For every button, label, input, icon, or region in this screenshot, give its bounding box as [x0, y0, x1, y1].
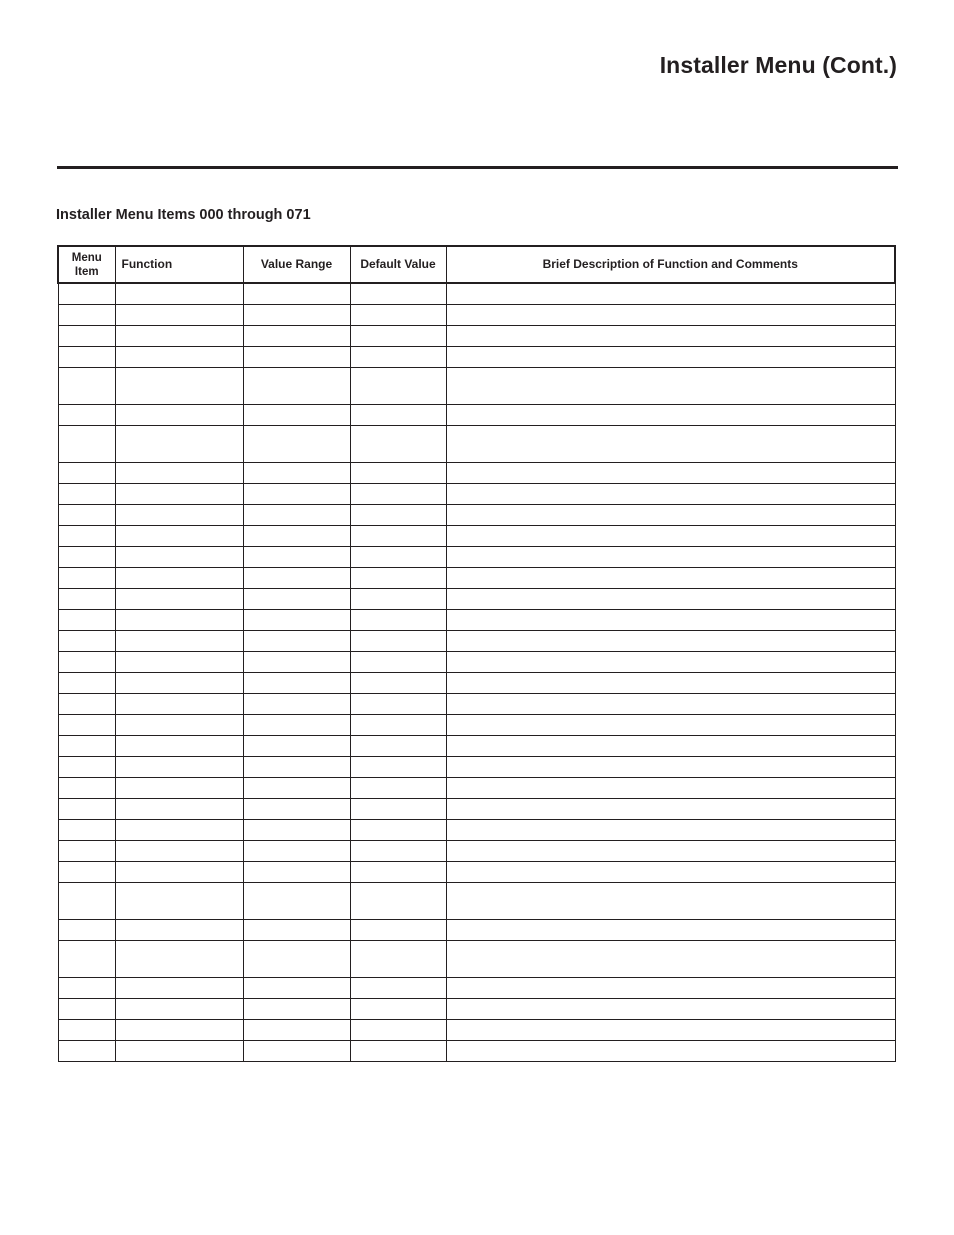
- description-cell: [446, 799, 895, 820]
- function-cell: [115, 941, 243, 978]
- default-value-cell: [350, 305, 446, 326]
- function-cell: [115, 799, 243, 820]
- table-row: [58, 1041, 895, 1062]
- menu-item-cell: [58, 547, 115, 568]
- table-row: [58, 368, 895, 405]
- description-cell: [446, 694, 895, 715]
- value-range-cell: [243, 484, 350, 505]
- default-value-cell: [350, 283, 446, 305]
- menu-item-cell: [58, 1041, 115, 1062]
- description-cell: [446, 368, 895, 405]
- value-range-cell: [243, 547, 350, 568]
- function-cell: [115, 405, 243, 426]
- menu-item-cell: [58, 505, 115, 526]
- description-cell: [446, 484, 895, 505]
- value-range-cell: [243, 652, 350, 673]
- description-cell: [446, 405, 895, 426]
- function-cell: [115, 673, 243, 694]
- default-value-cell: [350, 999, 446, 1020]
- table-row: [58, 757, 895, 778]
- value-range-cell: [243, 405, 350, 426]
- function-cell: [115, 589, 243, 610]
- table-row: [58, 778, 895, 799]
- header-default-value: Default Value: [350, 246, 446, 283]
- value-range-cell: [243, 589, 350, 610]
- description-cell: [446, 568, 895, 589]
- description-cell: [446, 526, 895, 547]
- page-title: Installer Menu (Cont.): [659, 52, 897, 78]
- table-row: [58, 862, 895, 883]
- description-cell: [446, 820, 895, 841]
- value-range-cell: [243, 941, 350, 978]
- table-row: [58, 405, 895, 426]
- default-value-cell: [350, 978, 446, 999]
- value-range-cell: [243, 841, 350, 862]
- table-row: [58, 883, 895, 920]
- value-range-cell: [243, 526, 350, 547]
- menu-item-cell: [58, 883, 115, 920]
- function-cell: [115, 526, 243, 547]
- menu-item-cell: [58, 694, 115, 715]
- description-cell: [446, 547, 895, 568]
- table-row: [58, 631, 895, 652]
- default-value-cell: [350, 463, 446, 484]
- value-range-cell: [243, 736, 350, 757]
- function-cell: [115, 978, 243, 999]
- default-value-cell: [350, 505, 446, 526]
- function-cell: [115, 463, 243, 484]
- menu-item-cell: [58, 305, 115, 326]
- menu-item-cell: [58, 368, 115, 405]
- default-value-cell: [350, 547, 446, 568]
- default-value-cell: [350, 862, 446, 883]
- menu-item-cell: [58, 757, 115, 778]
- function-cell: [115, 1041, 243, 1062]
- default-value-cell: [350, 568, 446, 589]
- menu-item-cell: [58, 999, 115, 1020]
- value-range-cell: [243, 883, 350, 920]
- description-cell: [446, 757, 895, 778]
- default-value-cell: [350, 526, 446, 547]
- value-range-cell: [243, 368, 350, 405]
- default-value-cell: [350, 778, 446, 799]
- function-cell: [115, 841, 243, 862]
- menu-item-cell: [58, 978, 115, 999]
- menu-item-cell: [58, 673, 115, 694]
- menu-item-cell: [58, 778, 115, 799]
- default-value-cell: [350, 326, 446, 347]
- table-row: [58, 694, 895, 715]
- table-row: [58, 347, 895, 368]
- table-row: [58, 484, 895, 505]
- value-range-cell: [243, 799, 350, 820]
- default-value-cell: [350, 694, 446, 715]
- value-range-cell: [243, 1020, 350, 1041]
- default-value-cell: [350, 799, 446, 820]
- default-value-cell: [350, 347, 446, 368]
- menu-item-cell: [58, 799, 115, 820]
- value-range-cell: [243, 862, 350, 883]
- value-range-cell: [243, 920, 350, 941]
- table-row: [58, 283, 895, 305]
- value-range-cell: [243, 505, 350, 526]
- description-cell: [446, 883, 895, 920]
- function-cell: [115, 426, 243, 463]
- default-value-cell: [350, 841, 446, 862]
- value-range-cell: [243, 694, 350, 715]
- default-value-cell: [350, 405, 446, 426]
- value-range-cell: [243, 610, 350, 631]
- default-value-cell: [350, 715, 446, 736]
- default-value-cell: [350, 631, 446, 652]
- default-value-cell: [350, 1041, 446, 1062]
- value-range-cell: [243, 978, 350, 999]
- menu-item-cell: [58, 463, 115, 484]
- default-value-cell: [350, 673, 446, 694]
- description-cell: [446, 326, 895, 347]
- table-row: [58, 941, 895, 978]
- function-cell: [115, 694, 243, 715]
- menu-item-cell: [58, 820, 115, 841]
- table-row: [58, 305, 895, 326]
- header-function: Function: [115, 246, 243, 283]
- section-title: Installer Menu Items 000 through 071: [56, 207, 311, 223]
- description-cell: [446, 736, 895, 757]
- menu-item-cell: [58, 1020, 115, 1041]
- header-value-range: Value Range: [243, 246, 350, 283]
- function-cell: [115, 715, 243, 736]
- description-cell: [446, 715, 895, 736]
- menu-item-cell: [58, 589, 115, 610]
- description-cell: [446, 673, 895, 694]
- header-menu-item-line2: Item: [74, 265, 99, 278]
- value-range-cell: [243, 999, 350, 1020]
- function-cell: [115, 999, 243, 1020]
- table-row: [58, 463, 895, 484]
- table-row: [58, 505, 895, 526]
- value-range-cell: [243, 820, 350, 841]
- function-cell: [115, 484, 243, 505]
- default-value-cell: [350, 883, 446, 920]
- menu-item-cell: [58, 862, 115, 883]
- default-value-cell: [350, 757, 446, 778]
- table-row: [58, 526, 895, 547]
- function-cell: [115, 368, 243, 405]
- table-row: [58, 673, 895, 694]
- header-menu-item: [58, 246, 115, 283]
- function-cell: [115, 757, 243, 778]
- value-range-cell: [243, 463, 350, 484]
- description-cell: [446, 305, 895, 326]
- description-cell: [446, 652, 895, 673]
- installer-menu-table: [57, 245, 896, 1062]
- menu-item-cell: [58, 568, 115, 589]
- value-range-cell: [243, 568, 350, 589]
- default-value-cell: [350, 368, 446, 405]
- table-row: [58, 841, 895, 862]
- table-row: [58, 610, 895, 631]
- table-row: [58, 715, 895, 736]
- menu-item-cell: [58, 920, 115, 941]
- menu-item-cell: [58, 326, 115, 347]
- description-cell: [446, 631, 895, 652]
- value-range-cell: [243, 631, 350, 652]
- table-row: [58, 920, 895, 941]
- header-divider: [57, 166, 898, 169]
- description-cell: [446, 1041, 895, 1062]
- value-range-cell: [243, 757, 350, 778]
- function-cell: [115, 347, 243, 368]
- default-value-cell: [350, 941, 446, 978]
- function-cell: [115, 862, 243, 883]
- description-cell: [446, 778, 895, 799]
- table-row: [58, 799, 895, 820]
- description-cell: [446, 283, 895, 305]
- value-range-cell: [243, 305, 350, 326]
- menu-item-cell: [58, 841, 115, 862]
- function-cell: [115, 305, 243, 326]
- description-cell: [446, 920, 895, 941]
- menu-item-cell: [58, 484, 115, 505]
- description-cell: [446, 463, 895, 484]
- function-cell: [115, 1020, 243, 1041]
- table-row: [58, 326, 895, 347]
- menu-item-cell: [58, 526, 115, 547]
- value-range-cell: [243, 426, 350, 463]
- menu-item-cell: [58, 610, 115, 631]
- function-cell: [115, 883, 243, 920]
- menu-item-cell: [58, 736, 115, 757]
- description-cell: [446, 862, 895, 883]
- menu-item-cell: [58, 941, 115, 978]
- description-cell: [446, 841, 895, 862]
- menu-item-cell: [58, 715, 115, 736]
- table-header-row: [58, 246, 895, 283]
- function-cell: [115, 610, 243, 631]
- table-row: [58, 820, 895, 841]
- default-value-cell: [350, 920, 446, 941]
- menu-item-cell: [58, 652, 115, 673]
- function-cell: [115, 778, 243, 799]
- table-row: [58, 589, 895, 610]
- value-range-cell: [243, 778, 350, 799]
- description-cell: [446, 610, 895, 631]
- description-cell: [446, 589, 895, 610]
- default-value-cell: [350, 652, 446, 673]
- default-value-cell: [350, 589, 446, 610]
- description-cell: [446, 1020, 895, 1041]
- table-row: [58, 1020, 895, 1041]
- table-row: [58, 736, 895, 757]
- function-cell: [115, 820, 243, 841]
- description-cell: [446, 941, 895, 978]
- menu-item-cell: [58, 283, 115, 305]
- function-cell: [115, 505, 243, 526]
- function-cell: [115, 920, 243, 941]
- table-body: [58, 283, 895, 1062]
- default-value-cell: [350, 426, 446, 463]
- description-cell: [446, 978, 895, 999]
- header-menu-item-line1: Menu: [71, 251, 102, 264]
- value-range-cell: [243, 715, 350, 736]
- value-range-cell: [243, 1041, 350, 1062]
- description-cell: [446, 505, 895, 526]
- function-cell: [115, 568, 243, 589]
- table-row: [58, 426, 895, 463]
- description-cell: [446, 347, 895, 368]
- menu-item-cell: [58, 631, 115, 652]
- default-value-cell: [350, 610, 446, 631]
- value-range-cell: [243, 326, 350, 347]
- table-row: [58, 568, 895, 589]
- function-cell: [115, 652, 243, 673]
- default-value-cell: [350, 1020, 446, 1041]
- header-description: Brief Description of Function and Comments: [446, 246, 895, 283]
- function-cell: [115, 547, 243, 568]
- table-row: [58, 999, 895, 1020]
- table-row: [58, 978, 895, 999]
- table-row: [58, 547, 895, 568]
- value-range-cell: [243, 347, 350, 368]
- menu-item-cell: [58, 405, 115, 426]
- function-cell: [115, 736, 243, 757]
- menu-item-cell: [58, 347, 115, 368]
- value-range-cell: [243, 673, 350, 694]
- table-row: [58, 652, 895, 673]
- default-value-cell: [350, 484, 446, 505]
- description-cell: [446, 999, 895, 1020]
- default-value-cell: [350, 820, 446, 841]
- value-range-cell: [243, 283, 350, 305]
- function-cell: [115, 326, 243, 347]
- menu-item-cell: [58, 426, 115, 463]
- default-value-cell: [350, 736, 446, 757]
- function-cell: [115, 631, 243, 652]
- description-cell: [446, 426, 895, 463]
- function-cell: [115, 283, 243, 305]
